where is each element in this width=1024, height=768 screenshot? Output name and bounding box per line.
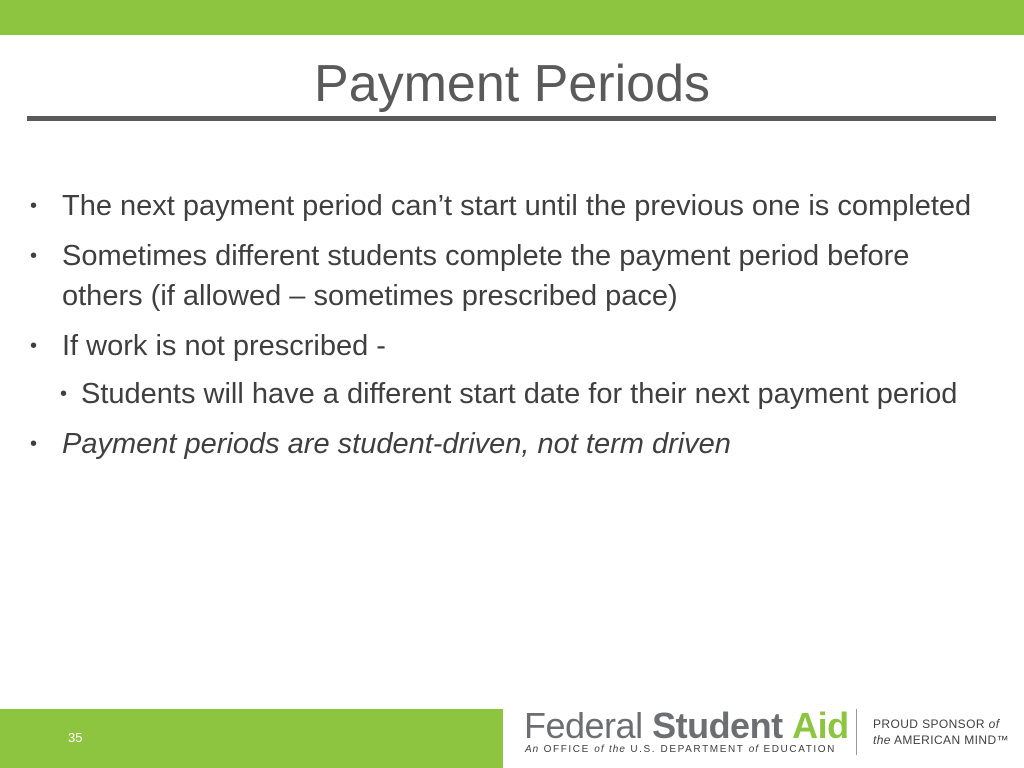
bullet-dot: • bbox=[30, 433, 38, 455]
bullet-item bbox=[30, 424, 980, 464]
top-accent-bar bbox=[0, 0, 1024, 35]
logo-tagline bbox=[525, 744, 836, 755]
tagline-office: OFFICE bbox=[543, 744, 590, 755]
title-underline bbox=[27, 116, 996, 121]
logo-student-text: Student bbox=[652, 705, 783, 746]
bullet-item bbox=[30, 186, 980, 226]
tagline-of-2: of bbox=[748, 744, 760, 755]
bullet-item bbox=[30, 236, 980, 316]
sponsor-the: the bbox=[873, 733, 891, 747]
sponsor-american-mind: AMERICAN MIND™ bbox=[893, 733, 1009, 747]
bullet-text: If work is not prescribed - bbox=[62, 330, 386, 362]
bullet-text: Sometimes different students complete the payment period before others (if allowed – sometimes prescribed pace) bbox=[62, 240, 910, 312]
tagline-of: of bbox=[594, 744, 605, 755]
proud-sponsor-text bbox=[873, 716, 1009, 748]
bullet-text: Payment periods are student-driven, not term driven bbox=[62, 428, 731, 460]
bullet-dot: • bbox=[60, 383, 68, 405]
slide-number: 35 bbox=[68, 730, 83, 745]
bullet-dot: • bbox=[30, 195, 38, 217]
sponsor-proud: PROUD SPONSOR bbox=[873, 717, 985, 731]
bullet-text: The next payment period can’t start until the previous one is completed bbox=[62, 190, 972, 222]
bullet-list bbox=[30, 186, 980, 474]
bullet-text: Students will have a different start date for their next payment period bbox=[81, 378, 958, 410]
tagline-an: An bbox=[525, 744, 540, 755]
logo-federal-text: Federal bbox=[524, 705, 643, 746]
tagline-the: the bbox=[609, 744, 626, 755]
bullet-item bbox=[30, 326, 980, 366]
logo-aid-text: Aid bbox=[792, 705, 849, 746]
federal-student-aid-logo bbox=[524, 705, 849, 762]
tagline-education: EDUCATION bbox=[763, 744, 837, 755]
bullet-dot: • bbox=[30, 335, 38, 357]
logo-wordmark bbox=[524, 706, 849, 746]
sponsor-line-2 bbox=[873, 732, 1009, 748]
logo-divider bbox=[856, 709, 857, 755]
sponsor-line-1 bbox=[873, 716, 1009, 732]
sponsor-of: of bbox=[988, 717, 1000, 731]
slide-title: Payment Periods bbox=[314, 55, 710, 113]
bullet-dot: • bbox=[30, 245, 38, 267]
sub-bullet-item bbox=[30, 374, 980, 414]
tagline-dept: U.S. DEPARTMENT bbox=[630, 744, 745, 755]
